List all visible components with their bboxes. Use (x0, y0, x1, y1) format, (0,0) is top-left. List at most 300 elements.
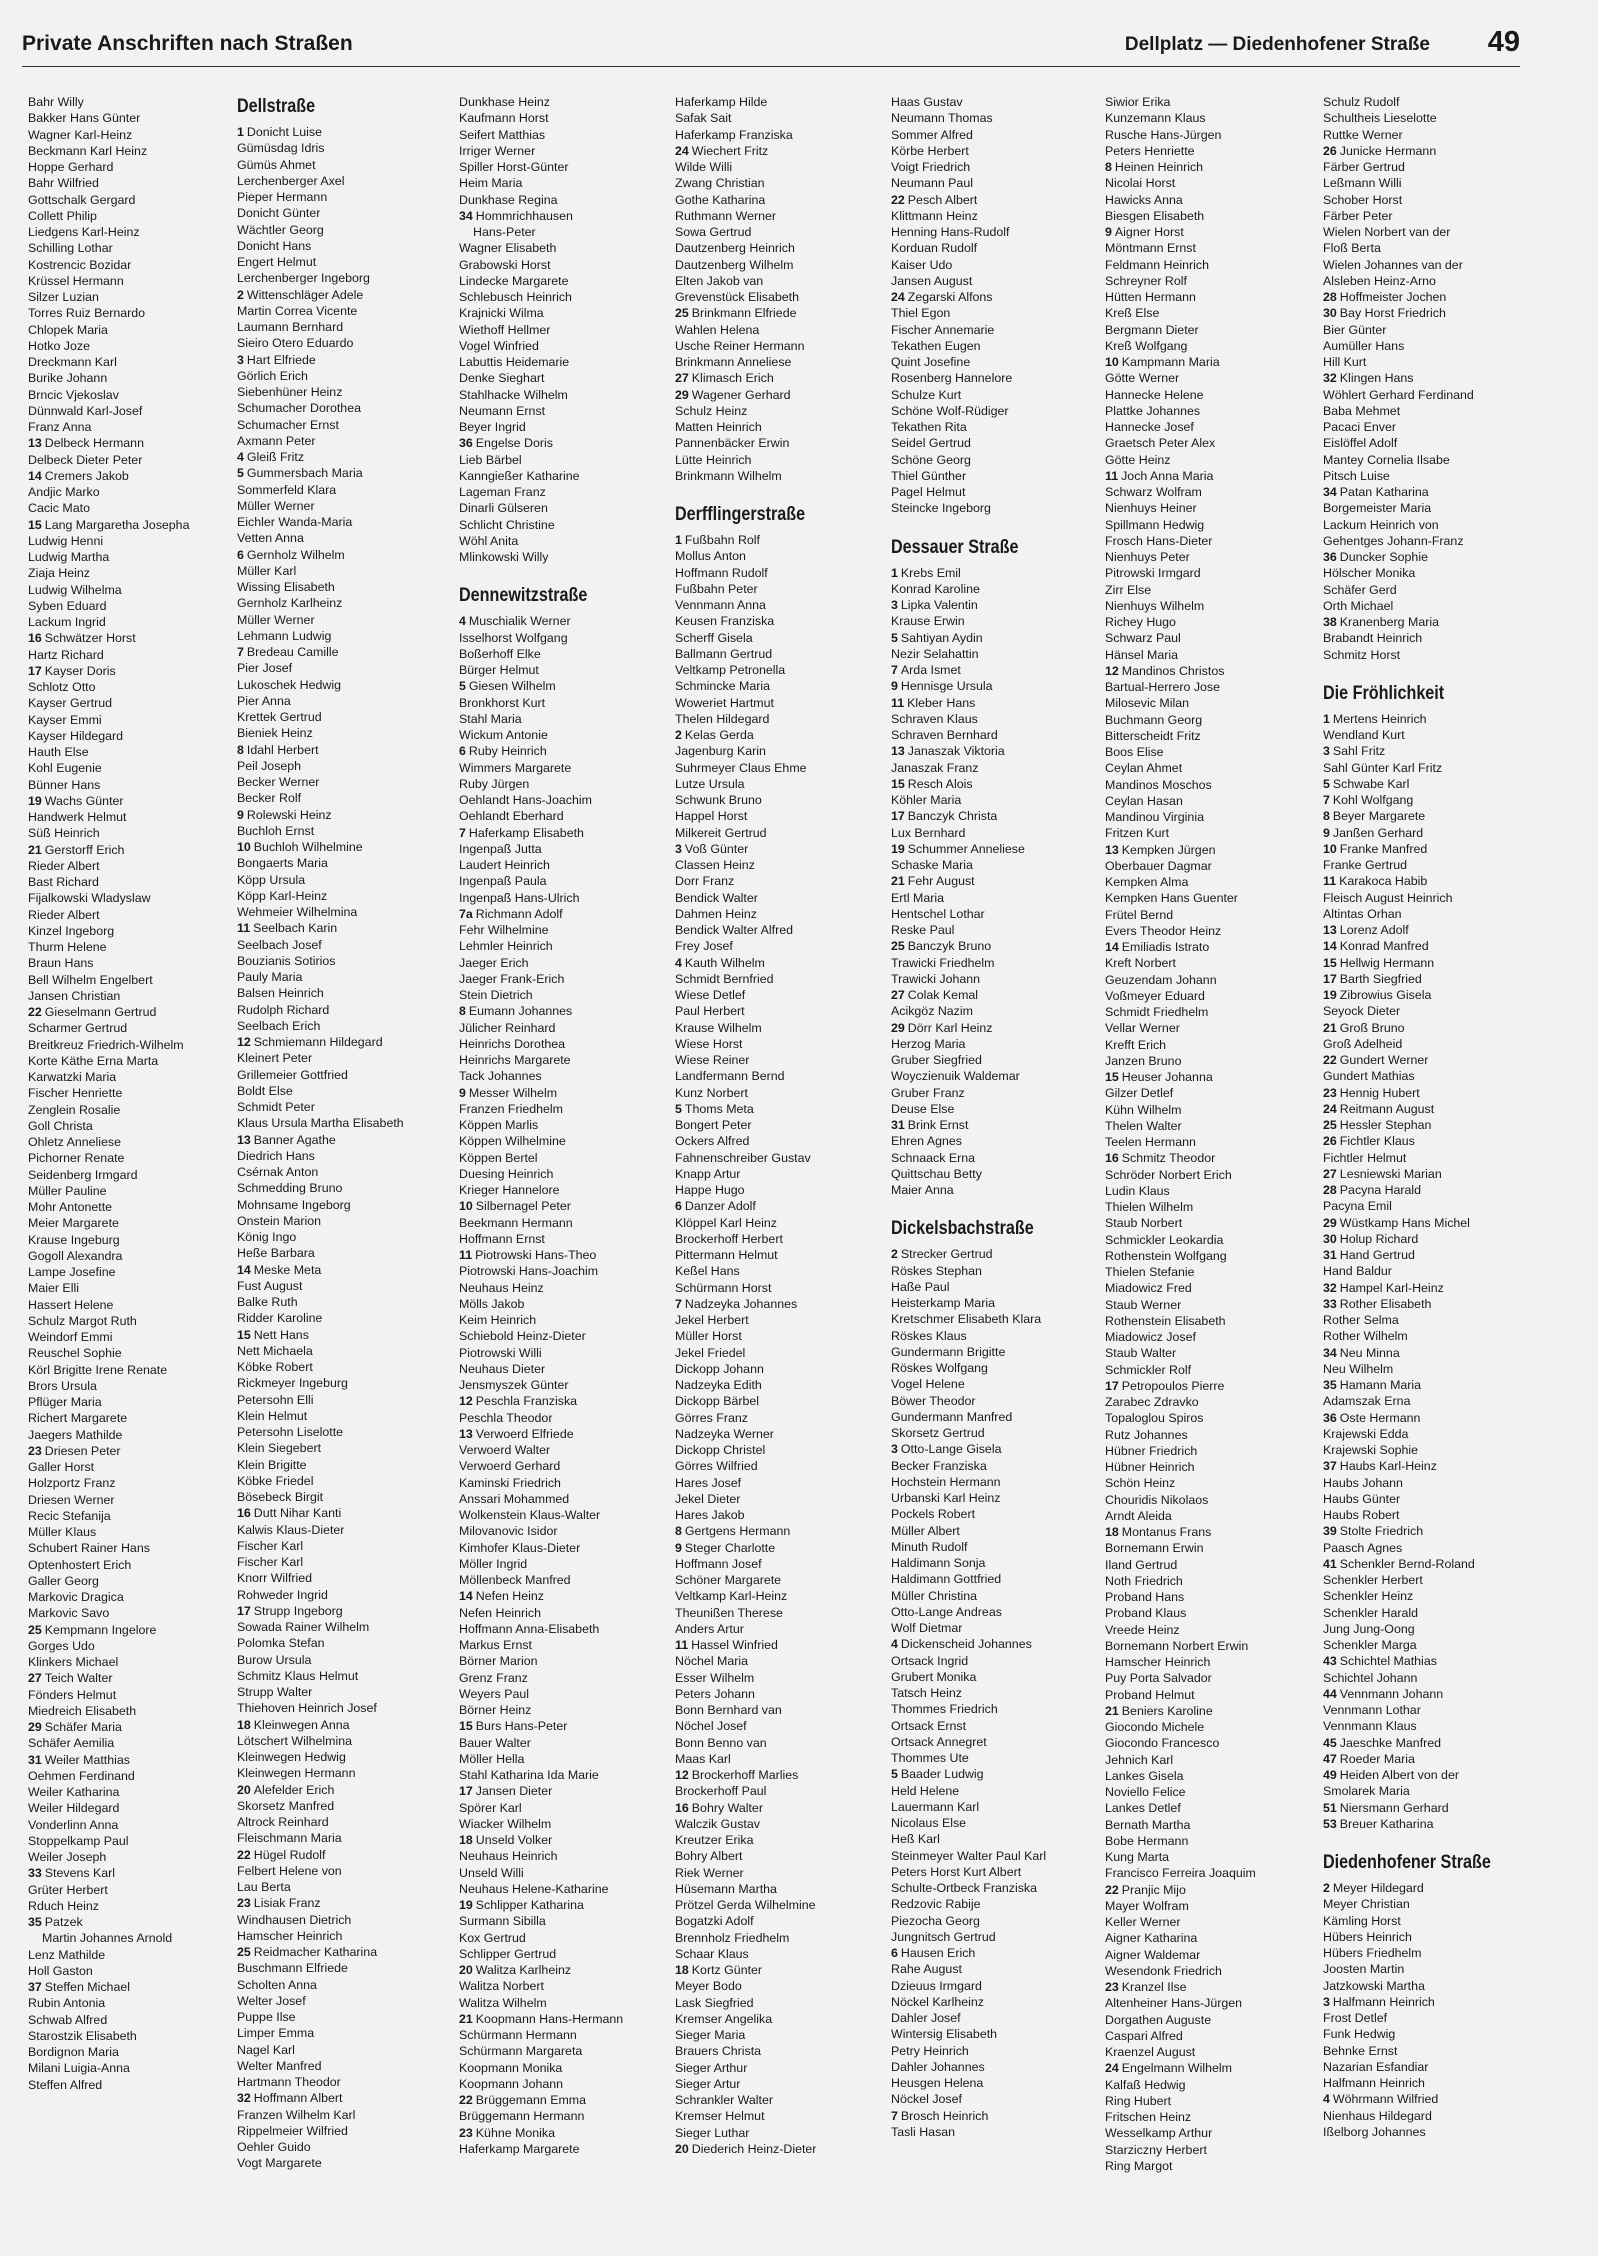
resident-name: Rother Selma (1323, 1313, 1399, 1327)
resident-entry (28, 322, 240, 338)
resident-name: Neumann Paul (891, 176, 973, 191)
resident-entry (675, 2092, 887, 2108)
resident-entry (1105, 1670, 1317, 1686)
resident-entry (891, 1539, 1103, 1555)
resident-name: Köbke Friedel (237, 1473, 314, 1488)
resident-name: Kayser Hildegard (28, 728, 124, 743)
resident-name: Alsleben Heinz-Arno (1323, 273, 1436, 288)
resident-entry (459, 1670, 671, 1686)
resident-name: Welter Josef (237, 1993, 306, 2008)
resident-entry (237, 1034, 449, 1050)
resident-entry (1105, 208, 1317, 224)
resident-name: Nöchel Josef (675, 1719, 747, 1734)
resident-entry (237, 1912, 449, 1928)
resident-entry (891, 2108, 1103, 2124)
resident-name: Adamszak Erna (1323, 1394, 1411, 1409)
resident-name: Piotrowski Willi (459, 1345, 542, 1360)
resident-name: Liedgens Karl-Heinz (28, 225, 140, 239)
resident-entry (28, 143, 240, 159)
resident-entry (28, 1313, 240, 1329)
resident-entry (1323, 987, 1535, 1003)
resident-entry (28, 1297, 240, 1313)
resident-name: Bongaerts Maria (237, 856, 328, 871)
resident-entry (1323, 1718, 1535, 1734)
resident-entry (1105, 582, 1317, 598)
resident-name: Grillemeier Gottfried (237, 1067, 348, 1082)
resident-entry (891, 452, 1103, 468)
resident-entry (237, 368, 449, 384)
resident-name: Ruby Jürgen (459, 776, 530, 791)
resident-entry (237, 1327, 449, 1343)
resident-entry (1323, 1540, 1535, 1556)
resident-name: Breuer Katharina (1339, 1816, 1434, 1831)
resident-name: Wilde Willi (675, 160, 733, 174)
resident-entry (675, 1150, 887, 1166)
resident-name: Bredeau Camille (246, 645, 339, 659)
house-number: 34 (1323, 485, 1337, 499)
resident-name: Korduan Rudolf (891, 241, 978, 256)
resident-name: Weiler Katharina (28, 1785, 120, 1799)
resident-name: Grevenstück Elisabeth (675, 290, 799, 304)
resident-name: Lukoschek Hedwig (237, 677, 342, 692)
resident-name: Nett Hans (253, 1327, 309, 1342)
resident-entry (675, 208, 887, 224)
resident-entry (1323, 549, 1535, 565)
resident-entry (1105, 1004, 1317, 1020)
resident-name: Krause Wilhelm (675, 1020, 762, 1035)
resident-name: Quittschau Betty (891, 1166, 982, 1181)
resident-entry (28, 614, 240, 630)
resident-name: Proband Klaus (1105, 1606, 1187, 1621)
resident-entry (459, 1426, 671, 1442)
street-heading: Dennewitzstraße (459, 585, 588, 607)
resident-name: Staub Norbert (1105, 1216, 1183, 1231)
resident-name: Mayer Wolfram (1105, 1898, 1189, 1913)
resident-name: Bahr Willy (28, 95, 84, 109)
resident-entry (675, 1507, 887, 1523)
resident-entry (1105, 1833, 1317, 1849)
house-number: 16 (28, 631, 42, 646)
resident-name: Hügel Rudolf (253, 1847, 326, 1862)
resident-name: Schwätzer Horst (44, 631, 136, 646)
resident-name: Keller Werner (1105, 1915, 1181, 1929)
resident-name: Schürmann Margareta (459, 2044, 583, 2059)
resident-entry (459, 110, 671, 126)
resident-name: Happe Hugo (675, 1183, 745, 1197)
street-heading: Dickelsbachstraße (891, 1218, 1034, 1240)
resident-entry (237, 514, 449, 530)
resident-name: Dickenscheid Johannes (900, 1637, 1032, 1652)
resident-name: Fischer Annemarie (891, 322, 995, 337)
resident-name: Spiller Horst-Günter (459, 160, 569, 174)
resident-name: Schichtel Johann (1323, 1670, 1418, 1685)
resident-entry (1105, 1995, 1317, 2011)
resident-name: Silzer Luzian (28, 290, 99, 304)
resident-name: Stahlhacke Wilhelm (459, 387, 568, 402)
resident-name: Schäfer Maria (44, 1720, 122, 1734)
resident-entry (675, 1377, 887, 1393)
resident-name: Schrankler Walter (675, 2093, 774, 2107)
resident-entry (1323, 370, 1535, 386)
resident-entry (675, 2125, 887, 2141)
resident-entry (28, 1589, 240, 1605)
resident-entry (1323, 1637, 1535, 1653)
resident-entry (891, 468, 1103, 484)
resident-name: Verwoerd Elfriede (475, 1426, 574, 1441)
resident-name: Haferkamp Franziska (675, 127, 793, 142)
house-number: 51 (1323, 1800, 1337, 1815)
resident-entry (28, 744, 240, 760)
resident-name: Milani Luigia-Anna (28, 2061, 130, 2076)
house-number: 44 (1323, 1686, 1337, 1701)
resident-entry (1323, 792, 1535, 808)
resident-entry (675, 273, 887, 289)
resident-entry (1105, 1378, 1317, 1394)
resident-name: Ockers Alfred (675, 1134, 750, 1149)
house-number: 2 (237, 287, 244, 302)
resident-name: Montanus Frans (1121, 1525, 1212, 1539)
resident-name: Galler Georg (28, 1573, 99, 1588)
resident-entry (459, 1767, 671, 1783)
street-heading: Diedenhofener Straße (1323, 1852, 1491, 1873)
resident-entry (28, 939, 240, 955)
resident-name: Colak Kemal (907, 988, 979, 1002)
resident-name: Ingenpaß Jutta (459, 841, 542, 856)
resident-name: Kühne Monika (475, 2125, 556, 2140)
resident-name: Peters Horst Kurt Albert (891, 1864, 1022, 1879)
resident-entry (675, 257, 887, 273)
resident-entry (459, 938, 671, 954)
resident-name: Brinkmann Wilhelm (675, 468, 782, 483)
resident-name: Heisterkamp Maria (891, 1296, 995, 1310)
resident-name: Wielen Johannes van der (1323, 257, 1463, 272)
resident-name: Janßen Gerhard (1332, 825, 1424, 840)
house-number: 14 (237, 1262, 251, 1277)
resident-entry (675, 1410, 887, 1426)
resident-entry (891, 1571, 1103, 1587)
resident-name: Proband Helmut (1105, 1687, 1195, 1702)
house-number: 7a (459, 906, 473, 921)
resident-name: Ballmann Gertrud (675, 646, 773, 661)
resident-entry (1323, 1052, 1535, 1068)
resident-entry (1105, 630, 1317, 646)
resident-name: Schwab Alfred (28, 2012, 108, 2027)
house-number: 18 (675, 1963, 689, 1977)
resident-entry (1323, 1442, 1535, 1458)
resident-entry (891, 906, 1103, 922)
resident-name: Rothenstein Elisabeth (1105, 1313, 1226, 1328)
resident-entry (237, 335, 449, 351)
resident-entry (237, 725, 449, 741)
resident-name: Klinkers Michael (28, 1655, 119, 1669)
resident-name: Reidmacher Katharina (253, 1945, 378, 1959)
resident-name: Haldimann Sonja (891, 1556, 986, 1570)
resident-name: Matten Heinrich (675, 420, 762, 434)
resident-name: Zibrowius Gisela (1339, 988, 1432, 1002)
resident-entry (459, 1653, 671, 1669)
resident-name: Lauermann Karl (891, 1799, 980, 1814)
resident-name: Rubin Antonia (28, 1996, 106, 2011)
house-number: 9 (1323, 825, 1330, 840)
house-number: 29 (675, 387, 689, 402)
resident-name: Hübers Friedhelm (1323, 1946, 1422, 1960)
house-number: 19 (891, 841, 905, 856)
resident-entry (1105, 1784, 1317, 1800)
resident-name: Jung Jung-Oong (1323, 1621, 1415, 1636)
resident-name: Klöppel Karl Heinz (675, 1215, 777, 1230)
house-number: 17 (459, 1784, 473, 1799)
resident-entry (1323, 1735, 1535, 1751)
resident-name: Kinzel Ingeborg (28, 923, 115, 938)
house-number: 8 (675, 1524, 682, 1539)
resident-entry (237, 1424, 449, 1440)
resident-entry (675, 370, 887, 386)
house-number: 22 (28, 1005, 42, 1019)
resident-entry (891, 987, 1103, 1003)
house-number: 11 (891, 695, 905, 710)
resident-name: Gilzer Detlef (1105, 1086, 1174, 1101)
resident-entry (28, 208, 240, 224)
house-number: 22 (1105, 1882, 1119, 1897)
resident-entry (459, 1572, 671, 1588)
resident-entry (675, 2011, 887, 2027)
house-number: 22 (237, 1847, 251, 1862)
resident-name: Noth Friedrich (1105, 1573, 1183, 1588)
resident-entry (28, 468, 240, 484)
resident-entry (891, 1636, 1103, 1652)
resident-entry (891, 1961, 1103, 1977)
resident-name: Isselhorst Wolfgang (459, 630, 568, 645)
resident-name: Bonn Benno van (675, 1735, 767, 1750)
resident-name: Collett Philip (28, 208, 97, 223)
resident-entry (675, 1328, 887, 1344)
resident-entry (28, 1362, 240, 1378)
resident-entry (891, 354, 1103, 370)
resident-entry (1323, 825, 1535, 841)
resident-name: Lieb Bärbel (459, 452, 522, 467)
resident-name: Franzen Friedhelm (459, 1101, 563, 1116)
resident-entry (1323, 955, 1535, 971)
house-number: 37 (1323, 1459, 1337, 1474)
resident-name: Caspari Alfred (1105, 2028, 1183, 2043)
column-4 (675, 94, 887, 2234)
resident-name: Burow Ursula (237, 1652, 312, 1667)
resident-entry (459, 452, 671, 468)
house-number: 3 (1323, 1994, 1330, 2009)
resident-entry (28, 1979, 240, 1995)
resident-name: Driesen Peter (44, 1443, 121, 1458)
house-number: 16 (237, 1506, 251, 1521)
resident-entry (237, 287, 449, 303)
resident-name: Verwoerd Gerhard (459, 1459, 561, 1474)
resident-name: Hartz Richard (28, 647, 104, 662)
resident-entry (237, 1652, 449, 1668)
resident-entry (28, 1800, 240, 1816)
resident-entry (28, 809, 240, 825)
resident-entry (891, 1994, 1103, 2010)
resident-entry (675, 322, 887, 338)
resident-name: Kanngießer Katharine (459, 468, 580, 483)
resident-name: Lötschert Wilhelmina (237, 1733, 353, 1748)
resident-name: Peschla Franziska (475, 1394, 578, 1409)
resident-entry (891, 1328, 1103, 1344)
resident-entry (459, 808, 671, 824)
resident-name: Mollus Anton (675, 549, 746, 564)
resident-name: Minuth Rudolf (891, 1539, 968, 1554)
resident-name: Milosevic Milan (1105, 696, 1189, 711)
resident-entry (459, 1556, 671, 1572)
resident-entry (1105, 500, 1317, 516)
resident-name: Kimhofer Klaus-Dieter (459, 1540, 581, 1555)
resident-entry (1323, 776, 1535, 792)
resident-name: Evers Theodor Heinz (1105, 923, 1222, 938)
resident-name: Wiethoff Hellmer (459, 322, 551, 337)
resident-entry (1323, 1686, 1535, 1702)
resident-entry (1323, 1215, 1535, 1231)
resident-entry (237, 1505, 449, 1521)
resident-name: Beckmann Karl Heinz (28, 143, 148, 158)
resident-name: Puppe Ilse (237, 2010, 296, 2024)
house-number: 35 (28, 1915, 42, 1929)
resident-entry (237, 1440, 449, 1456)
resident-name: Hamscher Heinrich (1105, 1655, 1211, 1669)
resident-entry (1323, 1068, 1535, 1084)
resident-entry (28, 549, 240, 565)
house-number: 2 (1323, 1881, 1330, 1895)
column-3 (459, 94, 671, 2234)
resident-name: Dahmen Heinz (675, 906, 757, 921)
resident-name: Dahler Josef (891, 2011, 961, 2025)
resident-entry (28, 94, 240, 110)
resident-entry (1323, 338, 1535, 354)
resident-entry (1105, 370, 1317, 386)
resident-name: Held Helene (891, 1783, 960, 1798)
resident-entry (459, 1020, 671, 1036)
resident-name: Wüstkamp Hans Michel (1339, 1215, 1470, 1230)
resident-name: Hausen Erich (900, 1946, 976, 1960)
resident-entry (891, 1020, 1103, 1036)
resident-name: Elten Jakob van (675, 273, 764, 288)
resident-entry (675, 922, 887, 938)
resident-name: Frey Josef (675, 939, 733, 954)
resident-entry (459, 955, 671, 971)
house-number: 14 (1105, 940, 1119, 954)
resident-entry (675, 1231, 887, 1247)
resident-entry (459, 922, 671, 938)
resident-name: Staub Werner (1105, 1297, 1182, 1312)
resident-entry (28, 647, 240, 663)
resident-entry (459, 1182, 671, 1198)
resident-name: Giesen Wilhelm (468, 679, 556, 694)
resident-entry (459, 1475, 671, 1491)
resident-name: Peters Johann (675, 1686, 755, 1701)
resident-entry (675, 1085, 887, 1101)
resident-name: Hassel Winfried (691, 1638, 778, 1652)
resident-entry (891, 2059, 1103, 2075)
resident-name: Driesen Werner (28, 1492, 115, 1507)
resident-name: Hannecke Helene (1105, 387, 1204, 402)
resident-entry (1323, 387, 1535, 403)
resident-name: Schöne Georg (891, 452, 971, 467)
resident-name: Schmickler Leokardia (1105, 1232, 1224, 1247)
resident-entry (459, 1003, 671, 1019)
resident-name: Vellar Werner (1105, 1021, 1180, 1036)
resident-name: Altrock Reinhard (237, 1815, 329, 1829)
house-number: 5 (891, 630, 898, 645)
resident-entry (1323, 1377, 1535, 1393)
resident-name: Lang Margaretha Josepha (44, 517, 190, 532)
resident-name: Möntmann Ernst (1105, 241, 1196, 256)
resident-name: Ruttke Werner (1323, 127, 1403, 142)
resident-name: Lampe Josefine (28, 1265, 116, 1279)
resident-name: Sommerfeld Klara (237, 482, 337, 497)
resident-entry (1105, 1183, 1317, 1199)
resident-name: Denke Sieghart (459, 371, 545, 386)
resident-entry (459, 1393, 671, 1409)
resident-name: Brncic Vjekoslav (28, 387, 119, 402)
resident-entry (459, 776, 671, 792)
resident-entry (459, 1247, 671, 1263)
resident-name: Krause Erwin (891, 614, 965, 629)
resident-entry (237, 1765, 449, 1781)
resident-entry (459, 971, 671, 987)
resident-name: Engelmann Wilhelm (1121, 2061, 1232, 2076)
resident-name: Brinkmann Anneliese (675, 355, 792, 369)
resident-entry (459, 1052, 671, 1068)
resident-entry (459, 2027, 671, 2043)
resident-name: Schultheis Lieselotte (1323, 111, 1437, 126)
resident-name: Heiden Albert von der (1339, 1768, 1459, 1782)
resident-entry (459, 305, 671, 321)
resident-name: Thoms Meta (684, 1101, 754, 1116)
resident-name: Wiechert Fritz (691, 143, 769, 158)
resident-entry (459, 354, 671, 370)
resident-entry (675, 1263, 887, 1279)
resident-entry (459, 711, 671, 727)
resident-entry (237, 1668, 449, 1684)
resident-entry (891, 1101, 1103, 1117)
resident-name: Hotko Joze (28, 338, 90, 353)
resident-name: Buschmann Elfriede (237, 1961, 348, 1976)
resident-entry (459, 1540, 671, 1556)
resident-name: Nienhuys Peter (1105, 550, 1190, 564)
resident-name: Joosten Martin (1323, 1962, 1405, 1977)
resident-name: Ruby Heinrich (468, 744, 547, 759)
resident-entry (1323, 1978, 1535, 1994)
street-heading: Dellstraße (237, 96, 316, 117)
resident-name: Ludin Klaus (1105, 1183, 1170, 1198)
resident-entry (675, 711, 887, 727)
resident-entry (675, 1133, 887, 1149)
resident-name: Reske Paul (891, 923, 955, 937)
resident-name: Dahler Johannes (891, 2059, 985, 2074)
resident-name: Nezir Selahattin (891, 646, 979, 661)
resident-entry (891, 711, 1103, 727)
resident-entry (459, 1621, 671, 1637)
resident-name: Steinmeyer Walter Paul Karl (891, 1848, 1047, 1863)
entry-continuation (459, 224, 671, 240)
resident-name: Haferkamp Hilde (675, 95, 768, 109)
house-number: 13 (1323, 923, 1337, 937)
resident-entry (28, 1232, 240, 1248)
resident-name: Hübers Heinrich (1323, 1929, 1412, 1944)
resident-name: Verwoerd Walter (459, 1443, 551, 1457)
resident-entry (1323, 452, 1535, 468)
resident-name: Wagner Karl-Heinz (28, 127, 133, 142)
resident-name: Haubs Johann (1323, 1475, 1403, 1490)
resident-entry (675, 1653, 887, 1669)
resident-entry (1323, 1556, 1535, 1572)
